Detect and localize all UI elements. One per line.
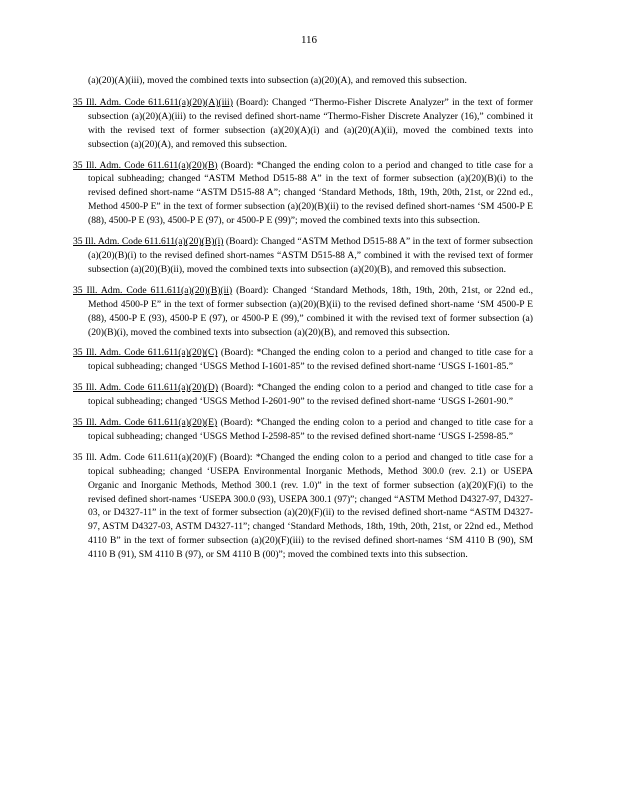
entry-citation: 35 Ill. Adm. Code 611.611(a)(20)(B)(ii) — [73, 284, 233, 296]
entry-text: (Board): Changed ‘Standard Methods, 18th, 19th, 20th, 21st, or 22nd ed., Method 4500-P E” in the text of former subsection (a)(20)(B)(ii) to the revised defined short-name ‘SM 4500-P E (88), 4500-P E (93), 4500-P E (97), or 4500-P E (99),” combined it with the revised text of former subsection (a)(20)(B)(i), moved the combined texts into subsection (a)(20)(B), and removed this subsection. — [88, 284, 533, 338]
entry-a20-b-i — [73, 235, 533, 277]
entry-text: (Board): Changed “ASTM Method D515-88 A” in the text of former subsection (a)(20)(B)(i) to the revised defined short-names “ASTM D515-88 A,” combined it with the revised text of former subsection (a)(20)(B)(ii), moved the combined texts into subsection (a)(20)(B), and removed this subsection. — [88, 236, 533, 275]
entry-a20-d — [73, 381, 533, 409]
entry-text: (Board): *Changed the ending colon to a period and changed to title case for a topical subheading; changed “ASTM Method D515-88 A” in the text of former subsection (a)(20)(B)(i) to the revised defined short-name “ASTM D515-88 A”; changed ‘Standard Methods, 18th, 19th, 20th, 21st, or 22nd ed., Method 4500-P E” in the text of former subsection (a)(20)(B)(ii) to the revised defined short-names ‘SM 4500-P E (88), 4500-P E (93), 4500-P E (97), or 4500-P E (99)”; moved the combined texts into this subsection. — [88, 159, 534, 227]
entry-citation: 35 Ill. Adm. Code 611.611(a)(20)(D) — [73, 382, 219, 394]
entry-a20-a-iii — [73, 96, 533, 152]
entry-citation: 35 Ill. Adm. Code 611.611(a)(20)(B)(i) — [73, 236, 224, 248]
entry-a20-e — [73, 416, 533, 444]
entry-a20-b — [73, 159, 533, 229]
entry-citation: 35 Ill. Adm. Code 611.611(a)(20)(B) — [73, 159, 218, 171]
entry-text: (a)(20)(A)(iii), moved the combined texts into subsection (a)(20)(A), and removed this subsection. — [88, 75, 467, 86]
entry-citation: 35 Ill. Adm. Code 611.611(a)(20)(E) — [73, 417, 218, 429]
entry-text: (Board): *Changed the ending colon to a period and changed to title case for a topical subheading; changed ‘USGS Method I-2598-85” to the revised defined short-name ‘USGS I-2598-85.” — [88, 417, 533, 442]
document-body — [73, 74, 533, 569]
entry-text: (Board): *Changed the ending colon to a period and changed to title case for a topical subheading; changed ‘USGS Method I-1601-85” to the revised defined short-name ‘USGS I-1601-85.” — [88, 347, 534, 373]
entry-a20-c — [73, 346, 533, 374]
entry-citation: 35 Ill. Adm. Code 611.611(a)(20)(C) — [73, 347, 218, 359]
entry-text: (Board): Changed “Thermo-Fisher Discrete Analyzer” in the text of former subsection (a)(20)(A)(iii) to the revised defined short-name “Thermo-Fisher Discrete Analyzer (16),” combined it with the revised text of former subsection (a)(20)(A)(i) and (a)(20)(A)(ii), moved the combined texts into subsection (a)(20)(A), and removed this subsection. — [88, 96, 533, 150]
entry-text: (Board): *Changed the ending colon to a period and changed to title case for a topical subheading; changed ‘USGS Method I-2601-90” to the revised defined short-name ‘USGS I-2601-90.” — [88, 382, 533, 408]
entry-text: 35 Ill. Adm. Code 611.611(a)(20)(F) (Board): *Changed the ending colon to a period and changed to title case for a topical subheading; changed ‘USEPA Environmental Inorganic Methods, Method 300.0 (rev. 2.1) or USEPA Organic and Inorganic Methods, Method 300.1 (rev. 1.0)” in the text of former subsection (a)(20)(F)(i) to the revised defined short-names ‘USEPA 300.0 (93), USEPA 300.1 (97)”; changed “ASTM Method D4327-97, D4327-03, or D4327-11” in the text of former subsection (a)(20)(F)(ii) to the revised defined short-name “ASTM D4327-97, ASTM D4327-03, ASTM D4327-11”; changed ‘Standard Methods, 18th, 19th, 20th, 21st, or 22nd ed., Method 4110 B” in the text of former subsection (a)(20)(F)(iii) to the revised defined short-names ‘SM 4110 B (90), SM 4110 B (91), SM 4110 B (97), or SM 4110 B (00)”; moved the combined texts into this subsection. — [73, 451, 533, 561]
page-number: 116 — [300, 34, 318, 46]
entry-a20-f — [73, 451, 533, 562]
entry-continuation — [73, 74, 533, 88]
entry-a20-b-ii — [73, 284, 533, 340]
entry-citation: 35 Ill. Adm. Code 611.611(a)(20)(A)(iii) — [73, 96, 233, 108]
